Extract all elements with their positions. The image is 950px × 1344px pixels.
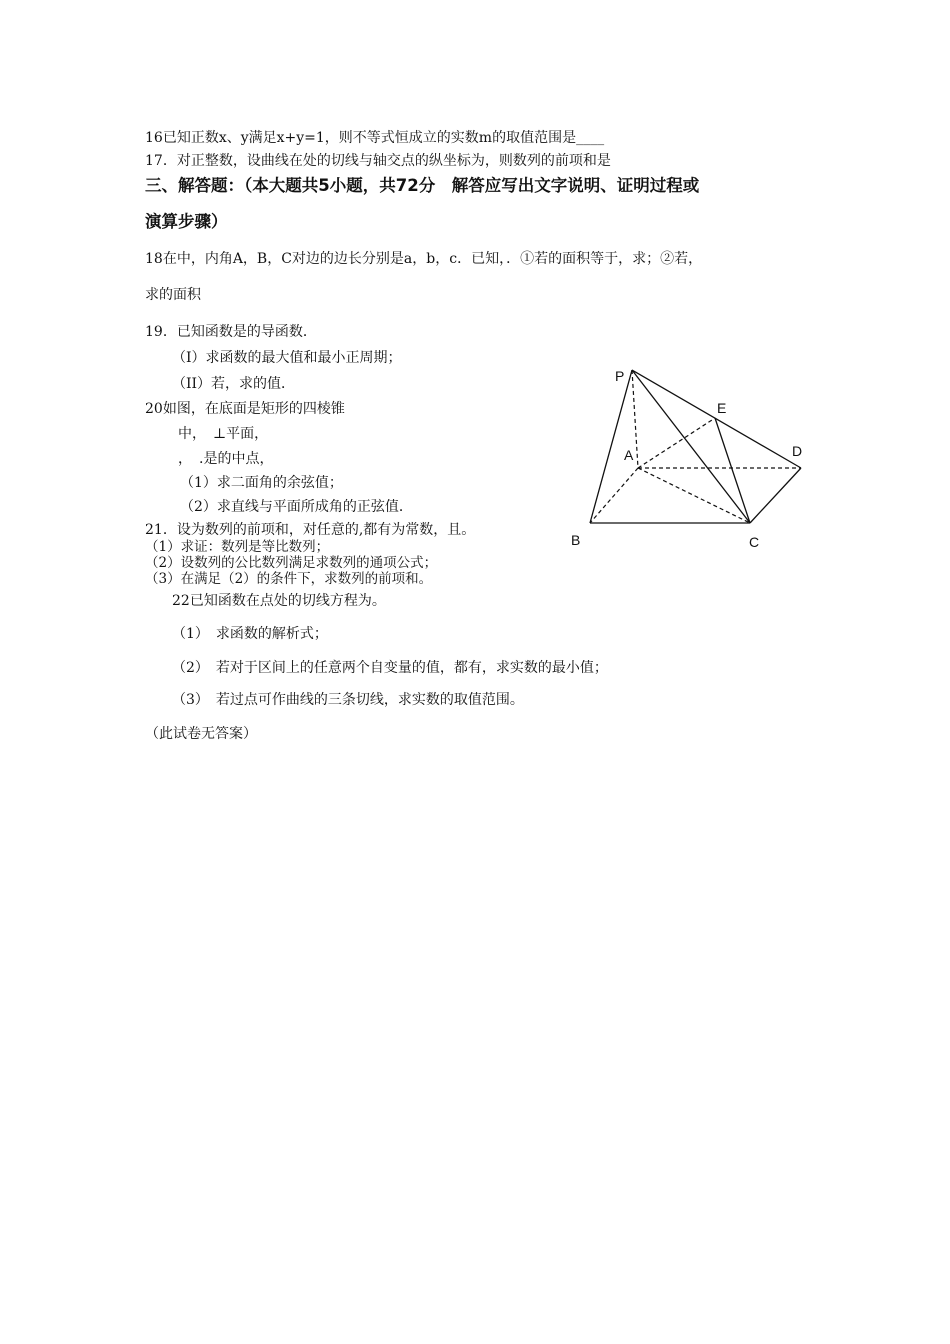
- segment-AC: [638, 468, 750, 523]
- question-18: 18在中，内角A，B，C对边的边长分别是a，b，c．已知，．①若的面积等于，求；②若，: [145, 251, 703, 267]
- section-heading: 三、解答题：（本大题共5小题，共72分 解答应写出文字说明、证明过程或: [145, 176, 700, 195]
- question-21-part-1: （1）求证：数列是等比数列；: [145, 539, 330, 555]
- question-22-part-3: （3） 若过点可作曲线的三条切线，求实数的取值范围。: [172, 692, 524, 708]
- label-B: B: [571, 532, 581, 548]
- segment-EC: [715, 418, 750, 523]
- label-D: D: [792, 443, 803, 459]
- label-E: E: [717, 400, 727, 416]
- question-16: 16已知正数x、y满足x+y=1，则不等式恒成立的实数m的取值范围是____: [145, 130, 605, 146]
- question-20-part-1: （1）求二面角的余弦值；: [180, 475, 343, 491]
- question-19: 19．已知函数是的导函数．: [145, 324, 317, 340]
- question-22-part-1: （1） 求函数的解析式；: [172, 626, 328, 642]
- edge-CD: [750, 468, 801, 523]
- question-17: 17．对正整数，设曲线在处的切线与轴交点的纵坐标为，则数列的前项和是: [145, 153, 611, 169]
- question-22: 22已知函数在点处的切线方程为。: [172, 593, 386, 609]
- segment-AE: [638, 418, 715, 468]
- question-21-part-3: （3）在满足（2）的条件下，求数列的前项和。: [145, 571, 433, 587]
- question-20-line-3: ， .是的中点，: [178, 451, 274, 467]
- question-19-part-1: （I）求函数的最大值和最小正周期；: [172, 350, 402, 366]
- edge-PC: [632, 370, 750, 523]
- pyramid-figure: [560, 360, 820, 560]
- label-P: P: [615, 368, 625, 384]
- question-20: 20如图，在底面是矩形的四棱锥: [145, 401, 345, 417]
- label-C: C: [749, 534, 760, 550]
- question-19-part-2: （II）若，求的值．: [172, 376, 296, 392]
- question-21-part-2: （2）设数列的公比数列满足求数列的通项公式；: [145, 555, 438, 571]
- question-22-part-2: （2） 若对于区间上的任意两个自变量的值，都有，求实数的最小值；: [172, 660, 608, 676]
- section-heading-continued: 演算步骤）: [145, 212, 228, 231]
- question-20-part-2: （2）求直线与平面所成角的正弦值．: [180, 499, 413, 515]
- label-A: A: [624, 447, 634, 463]
- question-18-continued: 求的面积: [145, 287, 201, 303]
- question-21: 21．设为数列的前项和，对任意的,都有为常数，且。: [145, 522, 476, 538]
- question-20-line-2: 中， ⊥平面，: [178, 426, 269, 442]
- no-answer-note: （此试卷无答案）: [145, 726, 257, 742]
- edge-PD: [632, 370, 801, 468]
